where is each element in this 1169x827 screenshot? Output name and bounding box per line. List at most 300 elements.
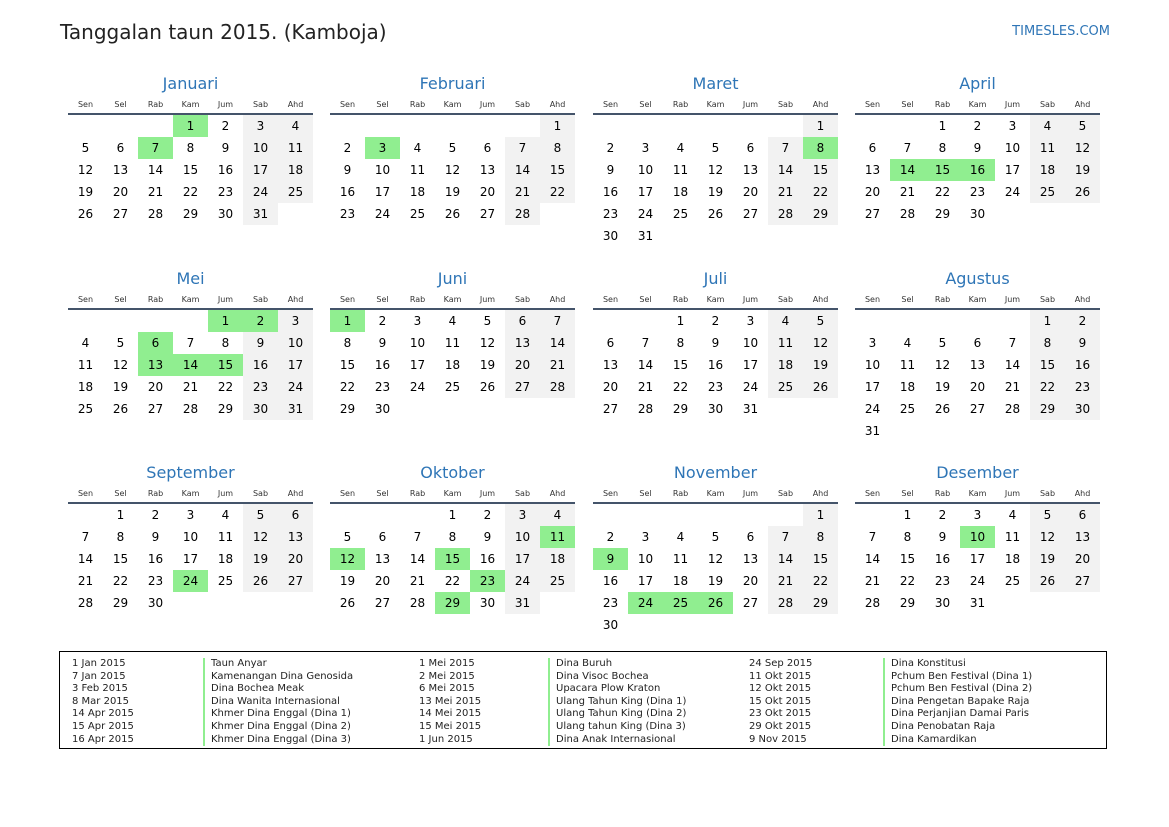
day: 28 [864, 596, 881, 610]
day: 26 [339, 596, 356, 610]
day: 18 [672, 185, 689, 199]
month-name: Oktober [420, 463, 485, 482]
day: 14 [540, 332, 575, 354]
day: 28 [409, 596, 426, 610]
day-grid [855, 115, 1100, 225]
weekday-label: Sab [1039, 488, 1056, 498]
day: 15 [1030, 354, 1065, 376]
holiday-name: Dina Kamardikan [883, 734, 977, 747]
day: 5 [81, 141, 90, 155]
empty-day [173, 592, 208, 614]
day: 9 [1065, 332, 1100, 354]
holiday-date: 14 Apr 2015 [72, 708, 134, 720]
empty-day [995, 592, 1030, 614]
day: 3 [746, 314, 755, 328]
day: 28 [1004, 402, 1021, 416]
empty-day [960, 310, 995, 332]
weekday-label: Sab [514, 99, 531, 109]
day: 11 [768, 332, 803, 354]
empty-day [733, 614, 768, 636]
day: 4 [768, 310, 803, 332]
day: 18 [1030, 159, 1065, 181]
empty-day [733, 115, 768, 137]
day: 27 [147, 402, 164, 416]
day: 20 [742, 574, 759, 588]
empty-day [768, 504, 803, 526]
day: 25 [278, 181, 313, 203]
day: 20 [374, 574, 391, 588]
day: 11 [217, 530, 234, 544]
holiday-day: 24 [628, 592, 663, 614]
day-grid [68, 504, 313, 614]
empty-day [593, 115, 628, 137]
holiday-name: Taun Anyar [203, 658, 267, 671]
holiday-date: 1 Jun 2015 [419, 733, 473, 745]
month-name: November [673, 463, 758, 482]
weekday-header [593, 484, 838, 504]
day: 17 [243, 159, 278, 181]
day: 2 [378, 314, 387, 328]
day: 19 [1030, 548, 1065, 570]
weekday-label: Sel [901, 294, 914, 304]
day: 24 [637, 207, 654, 221]
day-grid [593, 504, 838, 636]
day: 26 [1030, 570, 1065, 592]
weekday-label: Sen [77, 488, 94, 498]
day: 7 [641, 336, 650, 350]
day: 20 [969, 380, 986, 394]
holiday-date: 11 Okt 2015 [749, 670, 812, 682]
holiday-day: 15 [208, 354, 243, 376]
weekday-header [593, 95, 838, 115]
day: 21 [540, 354, 575, 376]
day: 26 [707, 207, 724, 221]
empty-day [890, 420, 925, 442]
day: 6 [116, 141, 125, 155]
empty-day [855, 504, 890, 526]
day: 10 [864, 358, 881, 372]
empty-day [890, 115, 925, 137]
month-oktober [330, 465, 575, 614]
day: 19 [934, 380, 951, 394]
month-januari [68, 76, 313, 225]
month-name: Februari [419, 74, 486, 93]
day: 27 [742, 596, 759, 610]
day: 24 [374, 207, 391, 221]
day: 8 [448, 530, 457, 544]
day: 29 [803, 592, 838, 614]
day: 31 [278, 398, 313, 420]
day: 3 [243, 115, 278, 137]
day: 16 [602, 185, 619, 199]
weekday-header [855, 484, 1100, 504]
day-grid [593, 310, 838, 420]
weekday-label: Ahd [1074, 294, 1091, 304]
day: 2 [711, 314, 720, 328]
month-februari [330, 76, 575, 225]
day: 8 [186, 141, 195, 155]
day: 31 [637, 229, 654, 243]
weekday-label: Rab [147, 488, 164, 498]
holiday-day: 9 [593, 548, 628, 570]
day: 15 [672, 358, 689, 372]
weekday-label: Sen [602, 294, 619, 304]
weekday-label: Sab [252, 294, 269, 304]
day: 9 [973, 141, 982, 155]
day: 3 [641, 141, 650, 155]
day: 9 [711, 336, 720, 350]
day: 7 [868, 530, 877, 544]
day: 3 [505, 504, 540, 526]
empty-day [540, 592, 575, 614]
empty-day [173, 310, 208, 332]
empty-day [103, 115, 138, 137]
weekday-header [855, 95, 1100, 115]
day: 9 [221, 141, 230, 155]
holiday-day: 2 [243, 310, 278, 332]
day: 25 [899, 402, 916, 416]
day: 1 [116, 508, 125, 522]
day: 15 [803, 548, 838, 570]
weekday-label: Sen [864, 99, 881, 109]
weekday-label: Rab [409, 488, 426, 498]
day: 10 [637, 552, 654, 566]
day: 5 [343, 530, 352, 544]
day: 24 [278, 376, 313, 398]
day: 15 [339, 358, 356, 372]
day: 29 [803, 203, 838, 225]
weekday-label: Jum [217, 99, 234, 109]
weekday-label: Ahd [1074, 99, 1091, 109]
day: 12 [934, 358, 951, 372]
holiday-name: Ulang Tahun King (Dina 1) [548, 696, 686, 709]
day: 7 [768, 526, 803, 548]
day: 25 [1004, 574, 1021, 588]
day: 18 [278, 159, 313, 181]
weekday-label: Kam [968, 99, 987, 109]
empty-day [208, 592, 243, 614]
holiday-day: 1 [173, 115, 208, 137]
weekday-label: Jum [1004, 99, 1021, 109]
holiday-day: 14 [173, 354, 208, 376]
holiday-day: 25 [663, 592, 698, 614]
day: 15 [899, 552, 916, 566]
day: 10 [637, 163, 654, 177]
weekday-label: Ahd [287, 99, 304, 109]
holiday-date: 29 Okt 2015 [749, 721, 812, 732]
empty-day [1030, 420, 1065, 442]
day-grid [330, 310, 575, 420]
day: 17 [409, 358, 426, 372]
empty-day [698, 504, 733, 526]
day: 8 [1030, 332, 1065, 354]
day: 9 [151, 530, 160, 544]
day: 4 [221, 508, 230, 522]
day: 8 [343, 336, 352, 350]
day: 4 [676, 141, 685, 155]
day: 27 [278, 570, 313, 592]
day: 29 [339, 402, 356, 416]
day: 8 [803, 526, 838, 548]
month-april [855, 76, 1100, 225]
day: 12 [1065, 137, 1100, 159]
day: 16 [374, 358, 391, 372]
weekday-label: Kam [706, 294, 725, 304]
day: 22 [217, 380, 234, 394]
day: 18 [77, 380, 94, 394]
day: 19 [112, 380, 129, 394]
day: 8 [221, 336, 230, 350]
day: 3 [868, 336, 877, 350]
holiday-date: 15 Apr 2015 [72, 721, 134, 732]
day: 28 [182, 402, 199, 416]
empty-day [243, 592, 278, 614]
weekday-label: Rab [672, 488, 689, 498]
day: 21 [1004, 380, 1021, 394]
day: 18 [672, 574, 689, 588]
holiday-date: 1 Mei 2015 [419, 658, 475, 669]
day: 26 [479, 380, 496, 394]
holiday-name: Khmer Dina Enggal (Dina 2) [203, 721, 351, 734]
day: 19 [803, 354, 838, 376]
day: 16 [479, 552, 496, 566]
day: 2 [938, 508, 947, 522]
day: 22 [672, 380, 689, 394]
empty-day [1065, 203, 1100, 225]
day: 11 [444, 336, 461, 350]
day: 2 [1065, 310, 1100, 332]
weekday-label: Sen [864, 488, 881, 498]
weekday-label: Sel [639, 294, 652, 304]
day: 31 [505, 592, 540, 614]
weekday-label: Kam [706, 488, 725, 498]
day: 18 [444, 358, 461, 372]
day: 20 [602, 380, 619, 394]
day: 25 [409, 207, 426, 221]
day: 8 [676, 336, 685, 350]
empty-day [628, 310, 663, 332]
day: 5 [711, 530, 720, 544]
empty-day [365, 504, 400, 526]
day: 23 [339, 207, 356, 221]
month-name: Agustus [945, 269, 1010, 288]
day: 30 [602, 229, 619, 243]
day: 2 [151, 508, 160, 522]
day: 24 [969, 574, 986, 588]
empty-day [470, 398, 505, 420]
day: 13 [112, 163, 129, 177]
empty-day [593, 504, 628, 526]
day: 22 [803, 181, 838, 203]
day: 17 [742, 358, 759, 372]
day: 29 [112, 596, 129, 610]
holiday-date: 24 Sep 2015 [749, 658, 813, 669]
day-grid [855, 504, 1100, 614]
holiday-day: 26 [698, 592, 733, 614]
weekday-label: Jum [479, 488, 496, 498]
day: 5 [243, 504, 278, 526]
day: 11 [77, 358, 94, 372]
day: 4 [540, 504, 575, 526]
day: 18 [409, 185, 426, 199]
weekday-label: Kam [968, 294, 987, 304]
day: 20 [742, 185, 759, 199]
day: 21 [409, 574, 426, 588]
empty-day [663, 225, 698, 247]
day: 12 [1030, 526, 1065, 548]
day: 29 [1030, 398, 1065, 420]
day: 28 [147, 207, 164, 221]
day: 5 [483, 314, 492, 328]
day: 18 [217, 552, 234, 566]
day: 29 [934, 207, 951, 221]
day: 14 [637, 358, 654, 372]
day: 18 [1004, 552, 1021, 566]
day: 17 [637, 185, 654, 199]
day: 4 [278, 115, 313, 137]
empty-day [540, 203, 575, 225]
holiday-day: 16 [960, 159, 995, 181]
holiday-name: Dina Wanita Internasional [203, 696, 340, 709]
day: 13 [1065, 526, 1100, 548]
day: 3 [186, 508, 195, 522]
day: 7 [540, 310, 575, 332]
day: 14 [77, 552, 94, 566]
weekday-header [330, 484, 575, 504]
empty-day [103, 310, 138, 332]
day: 31 [742, 402, 759, 416]
day: 31 [864, 424, 881, 438]
weekday-label: Ahd [549, 99, 566, 109]
day: 30 [1065, 398, 1100, 420]
day: 7 [768, 137, 803, 159]
month-name: Januari [162, 74, 219, 93]
day: 12 [243, 526, 278, 548]
site-link[interactable]: TIMESLES.COM [1012, 24, 1110, 39]
day: 12 [112, 358, 129, 372]
day: 24 [243, 181, 278, 203]
day: 5 [1030, 504, 1065, 526]
day: 16 [243, 354, 278, 376]
weekday-label: Jum [742, 99, 759, 109]
day: 12 [77, 163, 94, 177]
day: 10 [278, 332, 313, 354]
day-grid [593, 115, 838, 247]
day: 11 [1030, 137, 1065, 159]
holiday-name: Dina Bochea Meak [203, 683, 304, 696]
empty-day [278, 203, 313, 225]
month-agustus [855, 271, 1100, 442]
holiday-date: 23 Okt 2015 [749, 708, 812, 720]
day: 31 [969, 596, 986, 610]
empty-day [628, 504, 663, 526]
holiday-day: 13 [138, 354, 173, 376]
day: 17 [505, 548, 540, 570]
day: 20 [864, 185, 881, 199]
day: 12 [479, 336, 496, 350]
empty-day [698, 614, 733, 636]
day: 4 [413, 141, 422, 155]
holiday-day: 12 [330, 548, 365, 570]
empty-day [365, 115, 400, 137]
day: 4 [903, 336, 912, 350]
weekday-label: Sen [339, 99, 356, 109]
day: 1 [540, 115, 575, 137]
weekday-label: Kam [181, 99, 200, 109]
day: 25 [77, 402, 94, 416]
day: 22 [899, 574, 916, 588]
day: 6 [606, 336, 615, 350]
month-maret [593, 76, 838, 247]
weekday-label: Sel [376, 488, 389, 498]
day: 19 [707, 185, 724, 199]
weekday-header [330, 95, 575, 115]
empty-day [803, 614, 838, 636]
day: 2 [973, 119, 982, 133]
holiday-date: 7 Jan 2015 [72, 670, 126, 682]
weekday-label: Sab [252, 488, 269, 498]
holiday-name: Dina Pengetan Bapake Raja [883, 696, 1029, 709]
day: 20 [479, 185, 496, 199]
weekday-label: Sab [1039, 294, 1056, 304]
weekday-label: Ahd [812, 99, 829, 109]
holiday-name: Khmer Dina Enggal (Dina 3) [203, 734, 351, 747]
day: 9 [243, 332, 278, 354]
day: 26 [243, 570, 278, 592]
day: 5 [938, 336, 947, 350]
day: 17 [374, 185, 391, 199]
day: 30 [217, 207, 234, 221]
day: 31 [243, 203, 278, 225]
empty-day [400, 398, 435, 420]
weekday-label: Sel [639, 488, 652, 498]
weekday-label: Sab [777, 99, 794, 109]
weekday-label: Rab [672, 294, 689, 304]
weekday-label: Sab [514, 488, 531, 498]
holiday-name: Ulang Tahun King (Dina 2) [548, 708, 686, 721]
day: 23 [1065, 376, 1100, 398]
weekday-label: Sab [777, 488, 794, 498]
day: 12 [803, 332, 838, 354]
day: 13 [602, 358, 619, 372]
day: 13 [505, 332, 540, 354]
day: 24 [864, 402, 881, 416]
weekday-label: Sel [376, 99, 389, 109]
day: 16 [707, 358, 724, 372]
day: 21 [864, 574, 881, 588]
day: 27 [479, 207, 496, 221]
day: 22 [112, 574, 129, 588]
weekday-label: Sen [602, 488, 619, 498]
empty-day [803, 225, 838, 247]
holiday-day: 10 [960, 526, 995, 548]
weekday-label: Sab [252, 99, 269, 109]
day: 1 [1030, 310, 1065, 332]
day: 14 [147, 163, 164, 177]
day: 1 [803, 504, 838, 526]
weekday-label: Rab [147, 294, 164, 304]
month-desember [855, 465, 1100, 614]
day: 27 [602, 402, 619, 416]
day: 27 [112, 207, 129, 221]
holiday-day: 1 [330, 310, 365, 332]
day: 6 [746, 141, 755, 155]
day: 7 [505, 137, 540, 159]
day: 13 [969, 358, 986, 372]
weekday-label: Jum [1004, 488, 1021, 498]
day: 28 [77, 596, 94, 610]
empty-day [768, 614, 803, 636]
